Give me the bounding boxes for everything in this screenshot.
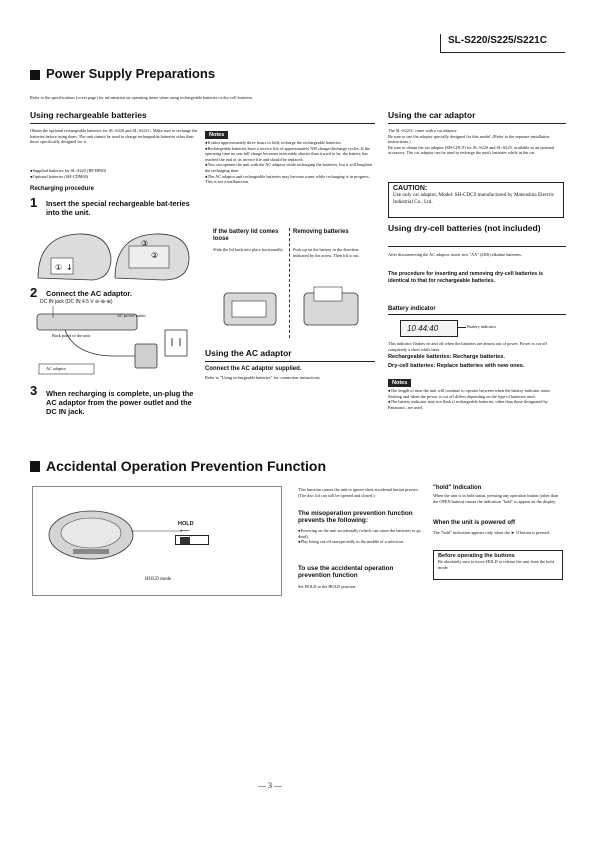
rech-body: Obtain the optional rechargeable batteries for SL-S220 and SL-S221C. Make sure to recharge the batteries before using them. The unit cannot be used to charge rechargeable batteries other than those specifically designed for it. bbox=[30, 128, 198, 145]
step-3-text: When recharging is complete, un-plug the AC adaptor from the power outlet and the DC IN jack. bbox=[46, 389, 194, 416]
step-1-number: 1 bbox=[30, 195, 38, 210]
power-note-item: ●It takes approximately three hours to fully recharge the rechargeable batteries. bbox=[205, 140, 342, 145]
step-1-text: Insert the special rechargeable bat-teries into the unit. bbox=[46, 199, 190, 217]
accident-title: Accidental Operation Prevention Function bbox=[46, 458, 327, 474]
car-title: Using the car adaptor bbox=[388, 110, 476, 120]
rech-title: Using rechargeable batteries bbox=[30, 110, 147, 120]
dry-bold: The procedure for inserting and removing dry-cell batteries is identical to that for rechargeable batteries. bbox=[388, 271, 544, 284]
before-body: Be absolutely sure to move HOLD to release the unit from the hold mode. bbox=[438, 559, 554, 570]
caution-box bbox=[388, 182, 564, 218]
hold-switch-knob bbox=[180, 537, 190, 544]
misop-title: The misoperation prevention function prevents the following: bbox=[298, 510, 413, 525]
svg-text:①: ① bbox=[55, 263, 63, 272]
rech-bullet-2: ●Optional batteries (SH-CDM60) bbox=[30, 174, 89, 179]
remove-illustration bbox=[300, 283, 362, 330]
hold-switch[interactable] bbox=[175, 535, 209, 545]
dry-rule bbox=[388, 246, 566, 247]
power-note-item: ●You can operate the unit with the AC adaptor while recharging the batteries, but it will lengthen the recharging time. bbox=[205, 162, 372, 173]
svg-text:③: ③ bbox=[141, 239, 149, 248]
indicator-rule bbox=[388, 314, 566, 315]
car-rule bbox=[388, 123, 566, 124]
hold-mode-label: HOLD mode bbox=[145, 577, 172, 582]
car-body-2: Be sure to use the adaptor specially designed for this model. (Refer to the separate installation instructions.) bbox=[388, 133, 550, 145]
model-number: SL-S220/S225/S221C bbox=[448, 35, 547, 46]
ac-body: Refer to "Using rechargeable batteries" for connection instructions. bbox=[205, 375, 321, 380]
dry-body: After disconnecting the AC adaptor, insert two "AA" (LR6) alkaline batteries. bbox=[388, 252, 522, 257]
back-panel-label: Back panel of the unit bbox=[52, 333, 90, 338]
step-3-number: 3 bbox=[30, 383, 38, 398]
hold-label: HOLD bbox=[178, 521, 194, 527]
page-number: — 3 — bbox=[258, 781, 282, 790]
hold-arrow-icon: ⟵ bbox=[180, 527, 191, 535]
battery-insert-illustration bbox=[33, 228, 193, 283]
rech-rule bbox=[30, 123, 375, 124]
power-notes bbox=[205, 140, 373, 185]
rech-line: Rechargeable batteries: Recharge batteries. bbox=[388, 354, 505, 360]
misop-item: ●Play being cut off unexpectedly in the middle of a selection. bbox=[298, 539, 404, 545]
caution-title: CAUTION: bbox=[393, 185, 428, 192]
notes-badge-1: Notes bbox=[205, 131, 228, 139]
dc-in-label: DC IN jack (DC IN 4.5 V ⊖-⊕-⊕) bbox=[40, 299, 113, 305]
step-2-number: 2 bbox=[30, 285, 38, 300]
accident-body: This function causes the unit to ignore short accidental button presses. (The disc lid can still be opened and closed.) bbox=[298, 487, 419, 498]
power-note-item: ●The AC adaptor and rechargeable batteries may become warm while recharging is in progress. This is not a malfunction. bbox=[205, 173, 370, 185]
header-rule-left bbox=[440, 34, 441, 52]
section-marker bbox=[30, 70, 40, 80]
ac-outlet-label: AC power outlet bbox=[117, 313, 146, 318]
hold-indication-body: When the unit is in hold status, pressing any operation button (other than the OPEN button) causes the indication "hold" to appear on the display. bbox=[433, 493, 559, 504]
dry-line: Dry-cell batteries: Replace batteries with new ones. bbox=[388, 363, 525, 369]
section-marker-2 bbox=[30, 461, 40, 472]
hold-indication-title: "hold" Indication bbox=[433, 485, 482, 491]
use-body: Set HOLD to the HOLD position. bbox=[298, 584, 357, 589]
powered-off-body: The "hold" indication appears only when the ► II button is pressed. bbox=[433, 530, 551, 535]
caution-body: Use only car adaptor, Model: SH-CDC9 manufactured by Matsushita Electric Industrial Co., Ltd. bbox=[393, 192, 555, 205]
rech-bullet-1: ●Supplied batteries for SL-S225 (RP-BP60) bbox=[30, 168, 107, 173]
before-box bbox=[433, 550, 563, 580]
indicator-display bbox=[400, 320, 458, 337]
indicator-pointer bbox=[458, 327, 466, 328]
indicator-label: Battery indicator bbox=[467, 324, 496, 329]
indicator-title: Battery indicator bbox=[388, 306, 436, 312]
misop-item: ●Powering on the unit accidentally (which can cause the batteries to go dead). bbox=[298, 528, 421, 539]
dry-note-item: ●The length of time the unit will continue to operate between when the battery indicator starts flashing and when the power is cut off differs depending on the type of batteries used. bbox=[388, 388, 550, 399]
svg-text:②: ② bbox=[151, 251, 159, 260]
ac-sub: Connect the AC adaptor supplied. bbox=[205, 366, 302, 372]
remove-title: Removing batteries bbox=[293, 229, 349, 235]
notes-badge-2: Notes bbox=[388, 379, 411, 387]
dry-title: Using dry-cell batteries (not included) bbox=[388, 223, 541, 233]
car-body-3: Be sure to obtain the car adaptor (SH-CDC9) for SL-S220 and SL-S225, available as an optional accessory. The car adaptor can be used to recharge the unit's batteries while in the car. bbox=[388, 144, 555, 156]
ac-adaptor-label: AC adaptor bbox=[46, 366, 66, 371]
ac-title: Using the AC adaptor bbox=[205, 348, 292, 358]
dry-note-item: ●The battery indicator may not flash if rechargeable batteries, other than those designated by Panasonic, are used. bbox=[388, 399, 548, 410]
header-rule bbox=[440, 52, 565, 53]
lid-body: Slide the lid back into place horizontally. bbox=[213, 247, 284, 252]
car-body bbox=[388, 128, 564, 156]
dry-notes bbox=[388, 388, 564, 410]
car-body-1: The SL-S221C come with a car adaptor. bbox=[388, 128, 458, 133]
before-title: Before operating the buttons bbox=[438, 553, 515, 559]
power-title: Power Supply Preparations bbox=[46, 66, 216, 81]
procedure-title: Recharging procedure bbox=[30, 186, 95, 192]
powered-off-title: When the unit is powered off bbox=[433, 520, 515, 526]
lid-divider bbox=[289, 228, 290, 338]
indicator-body: This indicator flashes on and off when the batteries are almost out of power. Power is cut off completely a short while later. bbox=[388, 341, 548, 352]
remove-body: Push up on the battery in the direction indicated by the arrow. Then lift it out. bbox=[293, 247, 360, 258]
lid-title: If the battery lid comes loose bbox=[213, 229, 279, 243]
power-note-item: ●Rechargeable batteries have a service life of approximately 300 charge/discharge cycles. If the operating time on one full charge becomes noticeably shorter than it used to be, the battery has reached the end of its service life and should be replaced. bbox=[205, 145, 370, 162]
ac-rule bbox=[205, 361, 375, 362]
power-refer: Refer to the specifications (cover page) for information on operating times when using rechargeable batteries or dry-cell batteries. bbox=[30, 95, 254, 100]
use-title: To use the accidental operation prevention function bbox=[298, 565, 394, 580]
lid-illustration bbox=[220, 285, 280, 330]
step-2-text: Connect the AC adaptor. bbox=[46, 289, 132, 298]
svg-text:↓: ↓ bbox=[66, 263, 73, 272]
misop-list bbox=[298, 528, 423, 545]
indicator-display-text: 10 44:40 bbox=[407, 324, 439, 333]
